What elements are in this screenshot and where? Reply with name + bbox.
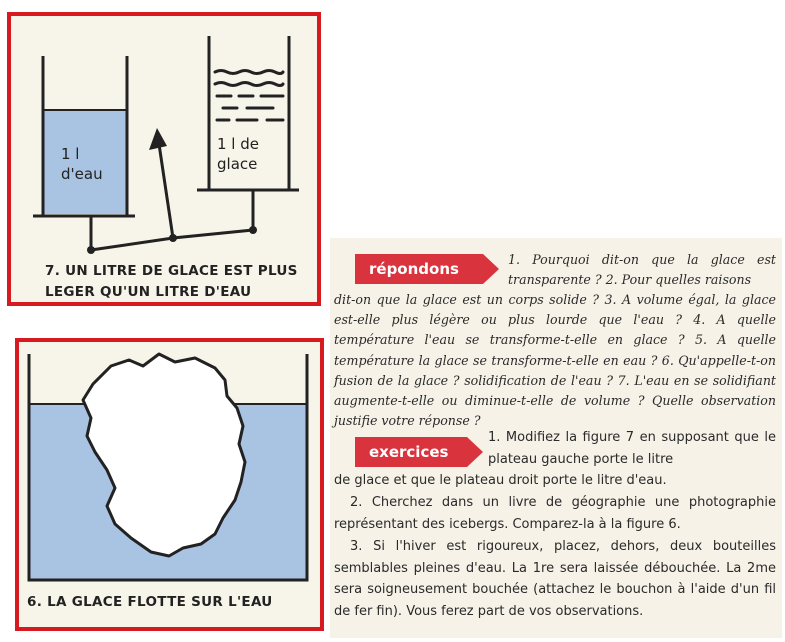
questions-intro: 1. Pourquoi dit-on que la glace est transparente ? 2. Pour quelles raisons [508, 252, 776, 288]
pivot-right [249, 226, 257, 234]
figure-7-balance [7, 12, 321, 306]
text-panel [330, 238, 782, 638]
repondons-badge: répondons [355, 254, 483, 284]
figure-7-caption-line1: 7. UN LITRE DE GLACE EST PLUS [45, 263, 298, 279]
figure-7-caption [45, 261, 315, 303]
label-litre-glace-line2: glace [217, 155, 258, 173]
exercise-3: 3. Si l'hiver est rigoureux, placez, dehors, deux bouteilles semblables pleines d'eau. La 1re sera laissée débouchée. La 2me sera soigneusement bouchée (attachez le bouchon à l'aide d'un fil de fer fin). Vous ferez part de vos observations. [334, 539, 776, 619]
iceberg-illustration [19, 342, 320, 627]
label-litre-eau-line1: 1 l [61, 145, 80, 163]
questions-body: dit-on que la glace est un corps solide ? 3. A volume égal, la glace est-elle plus légère ou plus lourde que l'eau ? 4. A quelle température l'eau se transforme-t-elle en glace ? 5. A quelle température la glace se transforme-t-elle en eau ? 6. Qu'appelle-t-on fusion de la glace ? solidification de l'eau ? 7. L'eau en se solidifiant augmente-t-elle ou diminue-t-elle de volume ? Quelle observation justifie votre réponse ? [334, 292, 776, 429]
exercise-1-intro: 1. Modifiez la figure 7 en supposant que le plateau gauche porte le litre [488, 430, 776, 467]
figure-7-caption-line2: LEGER QU'UN LITRE D'EAU [45, 284, 252, 300]
label-litre-glace-line1: 1 l de [217, 135, 259, 153]
figure-6-caption: 6. LA GLACE FLOTTE SUR L'EAU [27, 594, 273, 610]
label-litre-eau-line2: d'eau [61, 165, 103, 183]
exercices-badge: exercices [355, 437, 467, 467]
pivot-left [87, 246, 95, 254]
pointer-arrow-icon [149, 128, 167, 150]
pivot-center [169, 234, 177, 242]
label-litre-glace [217, 134, 297, 174]
ice-pattern [215, 71, 283, 121]
exercise-2: 2. Cherchez dans un livre de géographie une photographie représentant des icebergs. Comparez-la à la figure 6. [334, 495, 776, 532]
exercise-1-rest: de glace et que le plateau droit porte le litre d'eau. [334, 473, 667, 488]
label-litre-eau [61, 144, 141, 184]
figure-6-iceberg [15, 338, 324, 631]
